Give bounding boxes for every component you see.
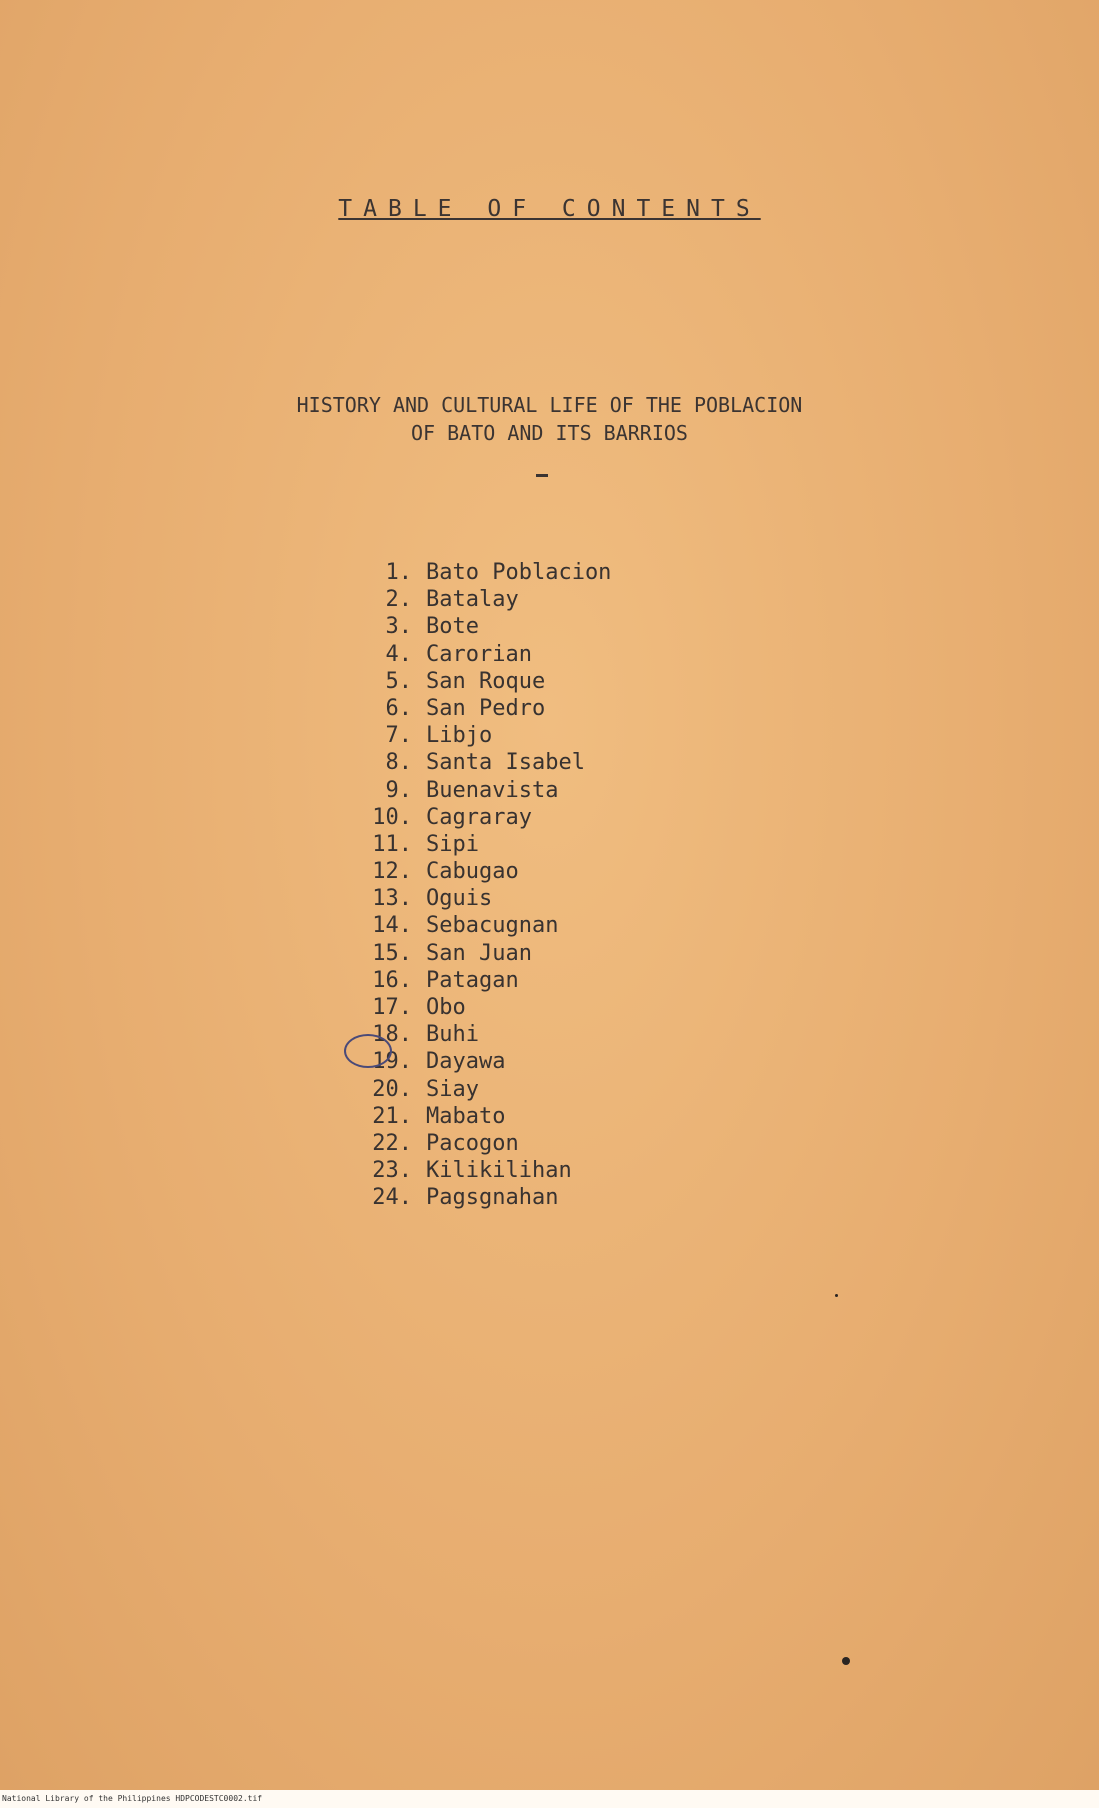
list-item bbox=[330, 1185, 730, 1212]
entry-number: 16. bbox=[372, 967, 412, 993]
list-item bbox=[330, 614, 730, 641]
list-item bbox=[330, 832, 730, 859]
entry-name: Oguis bbox=[426, 886, 493, 912]
entry-name: San Juan bbox=[426, 940, 532, 966]
list-item bbox=[330, 886, 730, 913]
entry-number: 13. bbox=[372, 886, 412, 912]
entry-name: San Roque bbox=[426, 668, 546, 694]
entry-name: Libjo bbox=[426, 723, 493, 749]
entry-name: Cagraray bbox=[426, 804, 532, 830]
entry-number: 8. bbox=[385, 750, 412, 776]
ink-spot bbox=[842, 1657, 850, 1665]
entry-name: Bote bbox=[426, 614, 479, 640]
entry-number: 9. bbox=[385, 777, 412, 803]
entry-number: 17. bbox=[372, 995, 412, 1020]
list-item bbox=[330, 1131, 730, 1158]
entry-number: 24. bbox=[372, 1185, 412, 1211]
list-item bbox=[330, 750, 730, 777]
list-item bbox=[330, 642, 730, 669]
list-item bbox=[330, 669, 730, 696]
entry-name: Siay bbox=[426, 1076, 479, 1102]
entry-number: 23. bbox=[372, 1158, 412, 1184]
subtitle-line-1: HISTORY AND CULTURAL LIFE OF THE POBLACION bbox=[296, 393, 803, 417]
entry-number: 4. bbox=[385, 641, 412, 667]
pen-circle-mark bbox=[344, 1034, 392, 1068]
list-item bbox=[330, 859, 730, 886]
entry-number: 11. bbox=[372, 831, 412, 857]
list-item bbox=[330, 723, 730, 750]
list-item bbox=[330, 1077, 730, 1104]
entry-number: 15. bbox=[372, 940, 412, 966]
entry-name: Obo bbox=[426, 995, 466, 1020]
bleed-through-text bbox=[0, 205, 1099, 365]
entry-name: Batalay bbox=[426, 587, 519, 613]
list-item bbox=[330, 1158, 730, 1185]
list-item bbox=[330, 968, 730, 995]
entry-name: Dayawa bbox=[426, 1049, 506, 1075]
list-item bbox=[330, 587, 730, 614]
entry-name: Santa Isabel bbox=[426, 750, 585, 776]
entry-name: Buhi bbox=[426, 1022, 479, 1048]
entry-name: San Pedro bbox=[426, 695, 546, 721]
list-item bbox=[330, 696, 730, 723]
entry-name: Bato Poblacion bbox=[426, 560, 612, 585]
separator-dash bbox=[536, 474, 548, 477]
subtitle-line-2: OF BATO AND ITS BARRIOS bbox=[411, 421, 688, 445]
list-item bbox=[330, 913, 730, 940]
table-of-contents-list bbox=[330, 560, 730, 1213]
entry-number: 10. bbox=[372, 804, 412, 830]
scan-footer: National Library of the Philippines HDPCODESTC0002.tif bbox=[0, 1790, 1099, 1808]
page-title: TABLE OF CONTENTS bbox=[338, 196, 761, 222]
entry-name: Sebacugnan bbox=[426, 913, 559, 939]
entry-name: Kilikilihan bbox=[426, 1158, 572, 1184]
entry-name: Buenavista bbox=[426, 777, 559, 803]
entry-number: 2. bbox=[385, 587, 412, 613]
entry-number: 3. bbox=[385, 614, 412, 640]
entry-name: Pacogon bbox=[426, 1130, 519, 1156]
entry-number: 19. bbox=[372, 1049, 412, 1075]
list-item bbox=[330, 941, 730, 968]
entry-number: 14. bbox=[372, 913, 412, 939]
entry-number: 20. bbox=[372, 1076, 412, 1102]
entry-number: 1. bbox=[385, 560, 412, 585]
entry-number: 21. bbox=[372, 1103, 412, 1129]
entry-number: 22. bbox=[372, 1130, 412, 1156]
entry-number: 7. bbox=[385, 723, 412, 749]
entry-number: 5. bbox=[385, 668, 412, 694]
entry-name: Patagan bbox=[426, 967, 519, 993]
list-item bbox=[330, 778, 730, 805]
list-item bbox=[330, 1104, 730, 1131]
entry-name: Mabato bbox=[426, 1103, 506, 1129]
list-item bbox=[330, 805, 730, 832]
entry-number: 18. bbox=[372, 1022, 412, 1048]
ink-spot bbox=[835, 1294, 838, 1297]
entry-name: Pagsgnahan bbox=[426, 1185, 559, 1211]
entry-number: 12. bbox=[372, 859, 412, 885]
entry-name: Cabugao bbox=[426, 859, 519, 885]
entry-name: Carorian bbox=[426, 641, 532, 667]
entry-name: Sipi bbox=[426, 831, 479, 857]
list-item bbox=[330, 560, 730, 587]
entry-number: 6. bbox=[385, 695, 412, 721]
list-item bbox=[330, 995, 730, 1022]
